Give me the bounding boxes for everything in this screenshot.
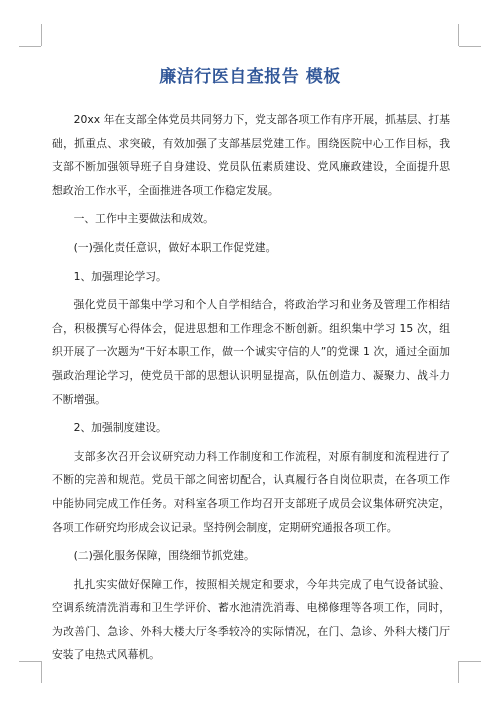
crop-mark-top-right xyxy=(459,46,481,47)
body-paragraph: 扎扎实实做好保障工作，按照相关规定和要求，今年共完成了电气设备试验、空调系统清洗消毒和卫生学评价、蓄水池清洗消毒、电梯修理等各项工作，同时，为改善门、急诊、外科大楼大厅冬季较冷的实际情况，在门、急诊、外科大楼门厅安装了电热式风幕机。 xyxy=(52,577,450,662)
item-heading: 2、加强制度建设。 xyxy=(73,421,167,435)
crop-mark-top-right xyxy=(458,24,459,46)
crop-mark-bottom-left xyxy=(41,661,42,683)
section-heading: 一、工作中主要做法和成效。 xyxy=(73,212,214,226)
item-heading: 1、加强理论学习。 xyxy=(73,269,167,283)
crop-mark-bottom-left xyxy=(19,661,41,662)
subsection-heading: (二)强化服务保障，围绕细节抓党建。 xyxy=(73,549,255,563)
document-body xyxy=(52,108,450,667)
intro-paragraph: 20xx 年在支部全体党员共同努力下，党支部各项工作有序开展，抓基层、打基础，抓重点、求突破，有效加强了支部基层党建工作。围绕医院中心工作目标，我支部不断加强领导班子自身建设、党员队伍素质建设、党风廉政建设，全面提升思想政治工作水平，全面推进各项工作稳定发展。 xyxy=(52,113,450,197)
subsection-heading: (一)强化责任意识，做好本职工作促党建。 xyxy=(73,240,277,254)
crop-mark-top-left xyxy=(19,46,41,47)
body-paragraph: 支部多次召开会议研究动力科工作制度和工作流程，对原有制度和流程进行了不断的完善和规范。党员干部之间密切配合，认真履行各自岗位职责，在各项工作中能协同完成工作任务。对科室各项工作均召开支部班子成员会议集体研究决定，各项工作研究均形成会议记录。坚持例会制度，定期研究通报各项工作。 xyxy=(52,449,450,534)
document-title: 廉洁行医自查报告 模板 xyxy=(159,67,341,87)
crop-mark-bottom-right xyxy=(459,661,481,662)
crop-mark-top-left xyxy=(41,24,42,46)
crop-mark-bottom-right xyxy=(458,661,459,683)
body-paragraph: 强化党员干部集中学习和个人自学相结合，将政治学习和业务及管理工作相结合，积极撰写心得体会，促进思想和工作理念不断创新。组织集中学习 15 次，组织开展了一次题为“干好本职工作，做一个诚实守信的人”的党课 1 次，通过全面加强政治理论学习，使党员干部的思想认识明显提高，队伍创造力、凝聚力、战斗力不断增强。 xyxy=(52,298,450,406)
